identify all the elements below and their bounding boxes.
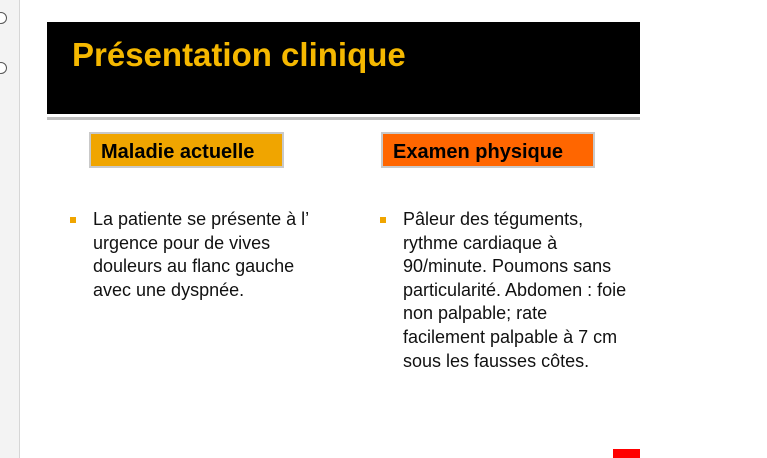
- bullet-list-left: [60, 208, 322, 302]
- square-bullet-icon: [70, 217, 76, 223]
- thumbnail-marker-icon[interactable]: [0, 62, 7, 74]
- title-bar: [47, 22, 640, 117]
- list-item: [60, 208, 322, 302]
- slide-thumbnail-panel[interactable]: [0, 0, 20, 458]
- list-item: [370, 208, 632, 373]
- bullet-text: Pâleur des téguments, rythme cardiaque à 90/minute. Poumons sans particularité. Abdomen : foie non palpable; rate facilement palpable à 7 cm sous les fausses côtes.: [403, 209, 627, 371]
- bullet-list-right: [370, 208, 632, 373]
- column-header-examen-physique: Examen physique: [381, 132, 595, 168]
- bullet-text: La patiente se présente à l’ urgence pour de vives douleurs au flanc gauche avec une dyspnée.: [93, 209, 309, 300]
- column-header-maladie-actuelle: Maladie actuelle: [89, 132, 284, 168]
- slide-title: Présentation clinique: [72, 36, 406, 73]
- slide-canvas: [47, 22, 640, 458]
- thumbnail-marker-icon[interactable]: [0, 12, 7, 24]
- accent-corner-mark: [613, 449, 640, 458]
- square-bullet-icon: [380, 217, 386, 223]
